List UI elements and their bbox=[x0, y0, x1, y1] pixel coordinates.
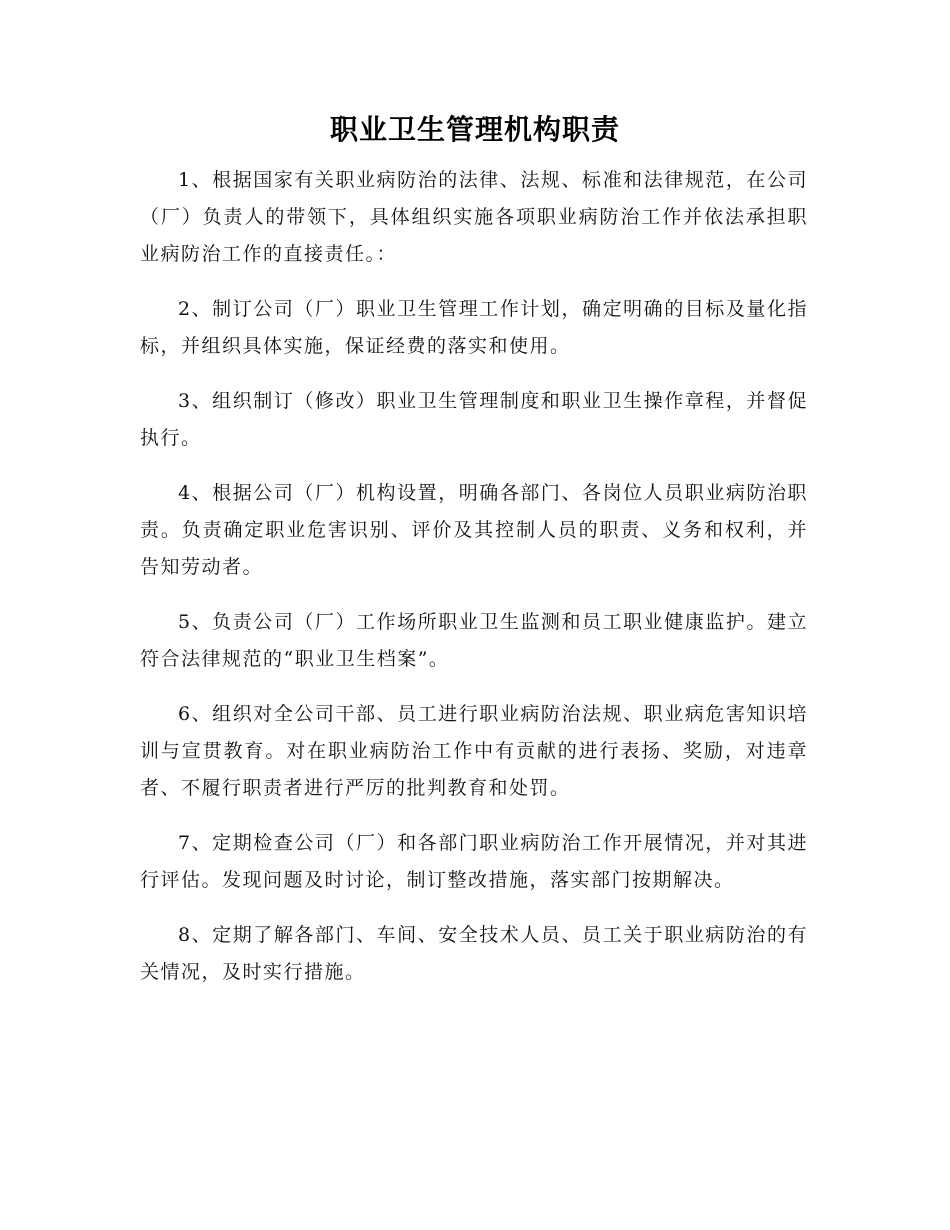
paragraph-3: 3、组织制订（修改）职业卫生管理制度和职业卫生操作章程，并督促执行。 bbox=[140, 390, 808, 449]
paragraph-7: 7、定期检查公司（厂）和各部门职业病防治工作开展情况，并对其进行评估。发现问题及时讨论，制订整改措施，落实部门按期解决。 bbox=[140, 832, 808, 891]
paragraph-6: 6、组织对全公司干部、员工进行职业病防治法规、职业病危害知识培训与宣贯教育。对在职业病防治工作中有贡献的进行表扬、奖励，对违章者、不履行职责者进行严厉的批判教育和处罚。 bbox=[140, 703, 808, 799]
document-body bbox=[140, 162, 808, 1009]
paragraph-2: 2、制订公司（厂）职业卫生管理工作计划，确定明确的目标及量化指标，并组织具体实施，保证经费的落实和使用。 bbox=[140, 298, 808, 357]
paragraph-8: 8、定期了解各部门、车间、安全技术人员、员工关于职业病防治的有关情况，及时实行措施。 bbox=[140, 924, 808, 983]
document-title: 职业卫生管理机构职责 bbox=[329, 113, 620, 146]
paragraph-1: 1、根据国家有关职业病防治的法律、法规、标准和法律规范，在公司（厂）负责人的带领下，具体组织实施各项职业病防治工作并依法承担职业病防治工作的直接责任。： bbox=[140, 169, 808, 265]
paragraph-5: 5、负责公司（厂）工作场所职业卫生监测和员工职业健康监护。建立符合法律规范的“职业卫生档案”。 bbox=[140, 611, 808, 670]
paragraph-4: 4、根据公司（厂）机构设置，明确各部门、各岗位人员职业病防治职责。负责确定职业危害识别、评价及其控制人员的职责、义务和权利，并告知劳动者。 bbox=[140, 482, 808, 578]
